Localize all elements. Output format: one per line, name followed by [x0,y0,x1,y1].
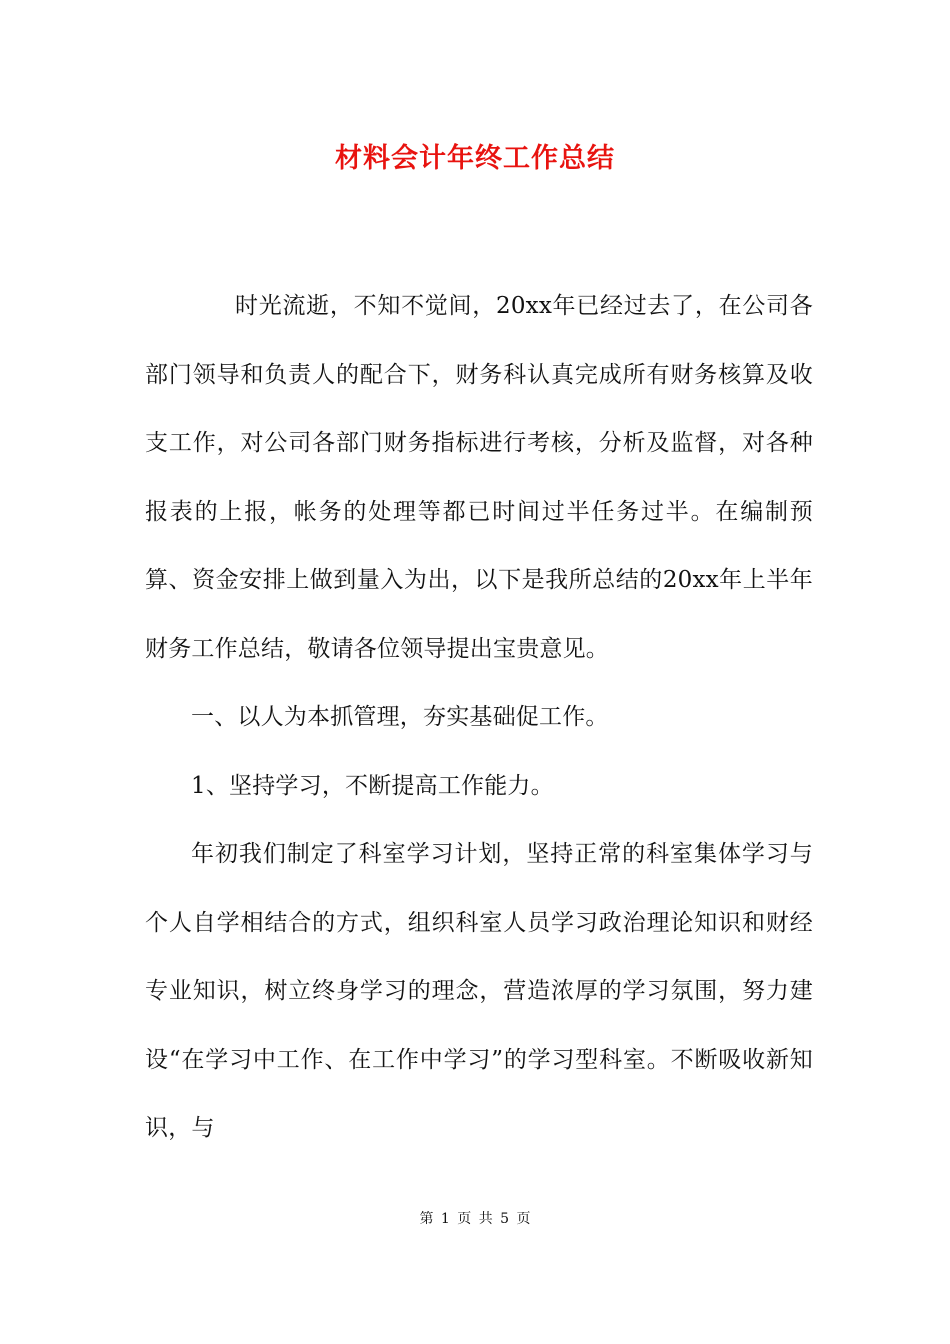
section-heading-1: 一、以人为本抓管理，夯实基础促工作。 [191,704,609,730]
paragraph-intro: 时光流逝，不知不觉间，20xx年已经过去了，在公司各部门领导和负责人的配合下，财务科认真完成所有财务核算及收支工作，对公司各部门财务指标进行考核，分析及监督，对各种报表的上报，帐务的处理等都已时间过半任务过半。在编制预算、资金安排上做到量入为出，以下是我所总结的20xx年上半年财务工作总结，敬请各位领导提出宝贵意见。 [145,293,813,662]
page-number: 第 1 页 共 5 页 [419,1211,531,1227]
paragraph-study: 年初我们制定了科室学习计划，坚持正常的科室集体学习与个人自学相结合的方式，组织科室人员学习政治理论知识和财经专业知识，树立终身学习的理念，营造浓厚的学习氛围，努力建设“在学习中工作、在工作中学习”的学习型科室。不断吸收新知识，与 [145,841,813,1141]
subsection-heading-1: 1、坚持学习，不断提高工作能力。 [191,772,554,799]
document-title: 材料会计年终工作总结 [335,143,615,174]
document-body [145,272,813,1163]
